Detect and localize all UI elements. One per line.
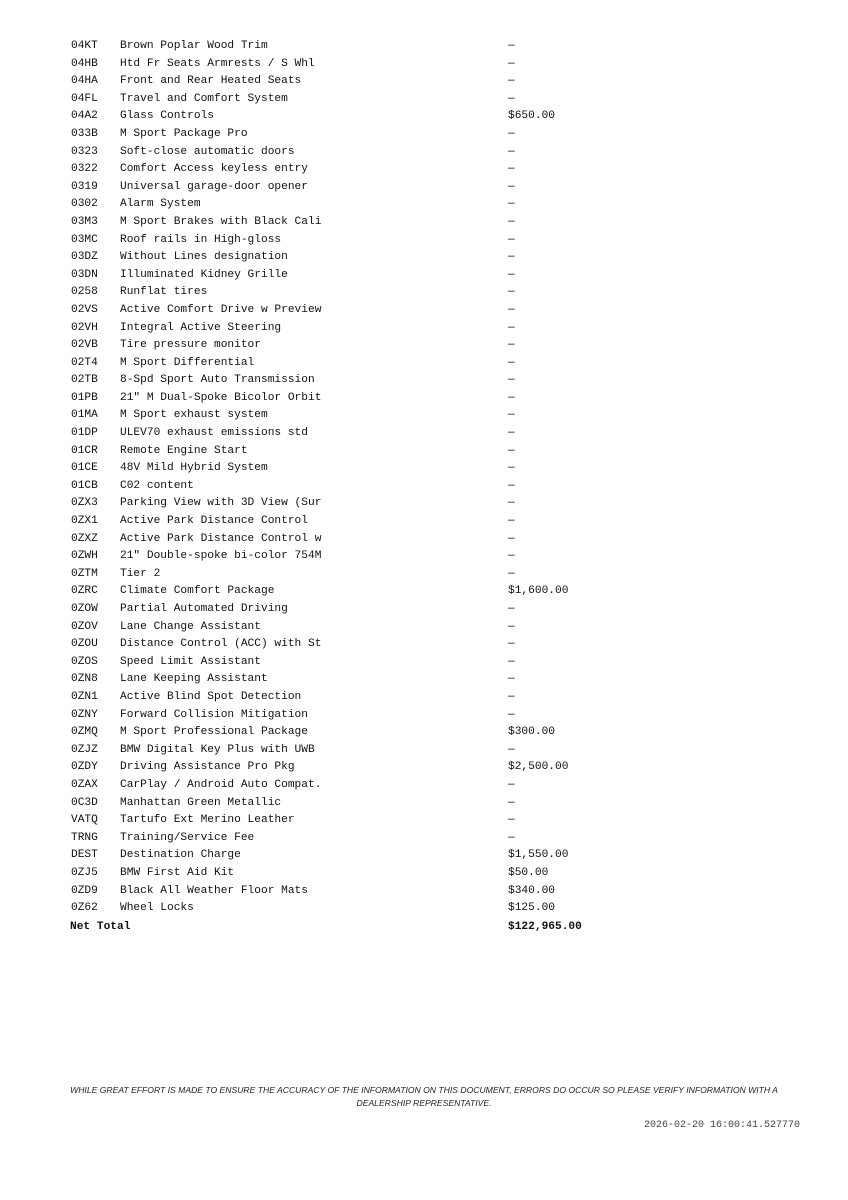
option-code: 0ZXZ <box>71 532 98 545</box>
option-code: 0319 <box>71 180 98 193</box>
option-price: — <box>508 603 515 615</box>
option-row <box>70 284 630 302</box>
option-price: $2,500.00 <box>508 761 569 774</box>
option-row <box>70 689 630 707</box>
option-description: Forward Collision Mitigation <box>120 708 308 721</box>
option-price: — <box>508 321 515 334</box>
option-price: — <box>508 374 515 387</box>
option-code: 02VS <box>71 303 98 316</box>
net-total-label: Net Total <box>70 920 131 933</box>
option-price: — <box>508 286 515 299</box>
option-description: Illuminated Kidney Grille <box>120 268 288 281</box>
option-description: Htd Fr Seats Armrests / S Whl <box>120 57 315 70</box>
option-code: 01DP <box>71 427 98 440</box>
option-row <box>70 759 630 777</box>
option-code: 0ZOU <box>71 638 98 651</box>
option-row <box>70 372 630 390</box>
option-description: Runflat tires <box>120 286 208 299</box>
option-description: Parking View with 3D View (Sur <box>120 497 322 510</box>
option-price: — <box>508 796 515 809</box>
option-description: Partial Automated Driving <box>120 603 288 615</box>
option-price: — <box>508 620 515 633</box>
option-row <box>70 865 630 883</box>
option-price: — <box>508 831 515 844</box>
option-price: — <box>508 462 515 475</box>
disclaimer-text: WHILE GREAT EFFORT IS MADE TO ENSURE THE ACCURACY OF THE INFORMATION ON THIS DOCUMENT, ERRORS DO OCCUR SO PLEASE VERIFY INFORMATION WITH A DEALERSHIP REPRESENTATIVE. <box>70 1085 778 1108</box>
option-row <box>70 531 630 549</box>
option-row <box>70 407 630 425</box>
option-row <box>70 91 630 109</box>
option-description: Tartufo Ext Merino Leather <box>120 814 295 827</box>
option-row <box>70 443 630 461</box>
option-code: 0ZN1 <box>71 690 98 703</box>
option-price: $340.00 <box>508 884 555 897</box>
option-code: 0ZD9 <box>71 884 98 897</box>
option-price: — <box>508 303 515 316</box>
option-rows <box>70 38 630 918</box>
option-row <box>70 214 630 232</box>
option-description: M Sport exhaust system <box>120 409 268 422</box>
option-code: 02VB <box>71 339 98 352</box>
option-code: TRNG <box>71 831 98 844</box>
option-description: Soft-close automatic doors <box>120 145 295 158</box>
option-row <box>70 161 630 179</box>
option-code: 04FL <box>71 92 98 105</box>
option-price: — <box>508 479 515 492</box>
option-description: Glass Controls <box>120 110 214 123</box>
option-code: 0ZMQ <box>71 726 98 739</box>
option-description: Remote Engine Start <box>120 444 248 457</box>
option-description: C02 content <box>120 479 194 492</box>
option-description: Tier 2 <box>120 567 161 580</box>
option-description: M Sport Professional Package <box>120 726 308 739</box>
option-description: Lane Keeping Assistant <box>120 673 268 686</box>
option-row <box>70 513 630 531</box>
option-price: — <box>508 92 515 105</box>
option-code: 01CE <box>71 462 98 475</box>
option-description: BMW Digital Key Plus with UWB <box>120 743 315 756</box>
option-code: 0ZX1 <box>71 515 98 528</box>
option-description: Alarm System <box>120 198 201 211</box>
option-code: 0ZNY <box>71 708 98 721</box>
option-description: Active Blind Spot Detection <box>120 690 302 703</box>
option-price: — <box>508 163 515 176</box>
option-row <box>70 390 630 408</box>
option-price: $50.00 <box>508 866 549 879</box>
option-price: — <box>508 708 515 721</box>
option-code: 04A2 <box>71 110 98 123</box>
option-description: Integral Active Steering <box>120 321 282 334</box>
option-row <box>70 144 630 162</box>
option-price: $1,550.00 <box>508 849 569 862</box>
option-price: — <box>508 233 515 246</box>
option-code: 03DN <box>71 268 98 281</box>
option-row <box>70 724 630 742</box>
option-code: 0ZJ5 <box>71 866 98 879</box>
option-code: 0ZTM <box>71 567 98 580</box>
option-code: 0ZN8 <box>71 673 98 686</box>
option-description: 21" Double-spoke bi-color 754M <box>120 550 322 563</box>
option-description: M Sport Package Pro <box>120 127 248 140</box>
option-price: — <box>508 655 515 668</box>
option-description: Climate Comfort Package <box>120 585 275 598</box>
option-row <box>70 38 630 56</box>
option-code: VATQ <box>71 814 98 827</box>
option-description: Manhattan Green Metallic <box>120 796 282 809</box>
option-price: — <box>508 180 515 193</box>
option-price: — <box>508 743 515 756</box>
option-price: — <box>508 339 515 352</box>
option-code: 0ZRC <box>71 585 98 598</box>
option-price: — <box>508 268 515 281</box>
option-price: — <box>508 427 515 440</box>
option-row <box>70 320 630 338</box>
option-description: CarPlay / Android Auto Compat. <box>120 778 322 791</box>
option-price: — <box>508 409 515 422</box>
option-row <box>70 619 630 637</box>
option-price: — <box>508 532 515 545</box>
option-price: — <box>508 778 515 791</box>
option-row <box>70 777 630 795</box>
option-price: — <box>508 145 515 158</box>
option-row <box>70 830 630 848</box>
option-description: Driving Assistance Pro Pkg <box>120 761 295 774</box>
option-description: BMW First Aid Kit <box>120 866 235 879</box>
option-row <box>70 583 630 601</box>
option-row <box>70 601 630 619</box>
option-row <box>70 126 630 144</box>
option-row <box>70 883 630 901</box>
option-description: Speed Limit Assistant <box>120 655 261 668</box>
option-price: — <box>508 215 515 228</box>
option-description: Front and Rear Heated Seats <box>120 75 302 88</box>
option-code: 02TB <box>71 374 98 387</box>
option-code: 0258 <box>71 286 98 299</box>
option-price: — <box>508 251 515 264</box>
option-row <box>70 267 630 285</box>
option-row <box>70 795 630 813</box>
option-row <box>70 249 630 267</box>
option-code: 0ZOS <box>71 655 98 668</box>
net-total-value: $122,965.00 <box>508 920 582 933</box>
option-description: Destination Charge <box>120 849 241 862</box>
option-description: Roof rails in High-gloss <box>120 233 282 246</box>
option-description: Lane Change Assistant <box>120 620 261 633</box>
option-row <box>70 478 630 496</box>
option-price: — <box>508 444 515 457</box>
option-code: 0322 <box>71 163 98 176</box>
option-code: 0ZX3 <box>71 497 98 510</box>
option-code: 0ZDY <box>71 761 98 774</box>
option-description: Distance Control (ACC) with St <box>120 638 322 651</box>
option-row <box>70 812 630 830</box>
option-code: 0ZJZ <box>71 743 98 756</box>
option-price: $125.00 <box>508 902 555 915</box>
option-description: M Sport Brakes with Black Cali <box>120 215 322 228</box>
option-code: 03MC <box>71 233 98 246</box>
option-row <box>70 636 630 654</box>
option-code: 0ZWH <box>71 550 98 563</box>
option-row <box>70 108 630 126</box>
option-row <box>70 73 630 91</box>
option-description: ULEV70 exhaust emissions std <box>120 427 308 440</box>
option-row <box>70 196 630 214</box>
option-row <box>70 232 630 250</box>
option-row <box>70 742 630 760</box>
option-row <box>70 707 630 725</box>
option-code: 02VH <box>71 321 98 334</box>
option-row <box>70 900 630 918</box>
option-description: Active Park Distance Control <box>120 515 308 528</box>
option-description: Wheel Locks <box>120 902 194 915</box>
option-code: 0ZOV <box>71 620 98 633</box>
option-price: — <box>508 550 515 563</box>
option-description: 21" M Dual-Spoke Bicolor Orbit <box>120 391 322 404</box>
option-row <box>70 355 630 373</box>
option-code: 0C3D <box>71 796 98 809</box>
option-price: — <box>508 673 515 686</box>
option-code: 01PB <box>71 391 98 404</box>
option-row <box>70 495 630 513</box>
option-price: — <box>508 356 515 369</box>
option-row <box>70 847 630 865</box>
option-description: Without Lines designation <box>120 251 288 264</box>
option-description: Universal garage-door opener <box>120 180 308 193</box>
option-code: 0323 <box>71 145 98 158</box>
option-price: — <box>508 567 515 580</box>
option-code: 02T4 <box>71 356 98 369</box>
option-row <box>70 566 630 584</box>
option-code: 033B <box>71 127 98 140</box>
option-description: Travel and Comfort System <box>120 92 288 105</box>
option-code: 0Z62 <box>71 902 98 915</box>
option-code: 01CB <box>71 479 98 492</box>
option-code: 01CR <box>71 444 98 457</box>
option-price: — <box>508 75 515 88</box>
option-price: — <box>508 497 515 510</box>
option-description: 8-Spd Sport Auto Transmission <box>120 374 315 387</box>
option-row <box>70 654 630 672</box>
option-price: — <box>508 638 515 651</box>
option-price: $300.00 <box>508 726 555 739</box>
option-price: $1,600.00 <box>508 585 569 598</box>
option-code: 04KT <box>71 40 98 52</box>
option-description: Black All Weather Floor Mats <box>120 884 308 897</box>
option-price: — <box>508 690 515 703</box>
timestamp: 2026-02-20 16:00:41.527770 <box>643 1120 800 1131</box>
option-code: 0302 <box>71 198 98 211</box>
option-row <box>70 460 630 478</box>
option-code: 0ZAX <box>71 778 98 791</box>
option-price: — <box>508 198 515 211</box>
option-price: — <box>508 391 515 404</box>
option-row <box>70 671 630 689</box>
option-price: — <box>508 57 515 70</box>
option-description: Brown Poplar Wood Trim <box>120 40 268 52</box>
option-row <box>70 302 630 320</box>
option-description: Tire pressure monitor <box>120 339 261 352</box>
option-description: Active Comfort Drive w Preview <box>120 303 322 316</box>
option-code: 0ZOW <box>71 603 98 615</box>
option-description: Training/Service Fee <box>120 831 255 844</box>
option-row <box>70 425 630 443</box>
option-price: $650.00 <box>508 110 555 123</box>
option-description: Comfort Access keyless entry <box>120 163 308 176</box>
option-code: DEST <box>71 849 98 862</box>
option-price: — <box>508 515 515 528</box>
option-price: — <box>508 814 515 827</box>
option-description: 48V Mild Hybrid System <box>120 462 268 475</box>
net-total-row <box>70 918 630 936</box>
option-description: Active Park Distance Control w <box>120 532 322 545</box>
option-price: — <box>508 40 515 52</box>
option-code: 03M3 <box>71 215 98 228</box>
option-row <box>70 548 630 566</box>
option-price: — <box>508 127 515 140</box>
option-list <box>70 38 630 936</box>
option-row <box>70 56 630 74</box>
option-description: M Sport Differential <box>120 356 255 369</box>
option-row <box>70 179 630 197</box>
option-row <box>70 337 630 355</box>
option-code: 04HB <box>71 57 98 70</box>
option-code: 01MA <box>71 409 98 422</box>
option-code: 03DZ <box>71 251 98 264</box>
option-code: 04HA <box>71 75 98 88</box>
